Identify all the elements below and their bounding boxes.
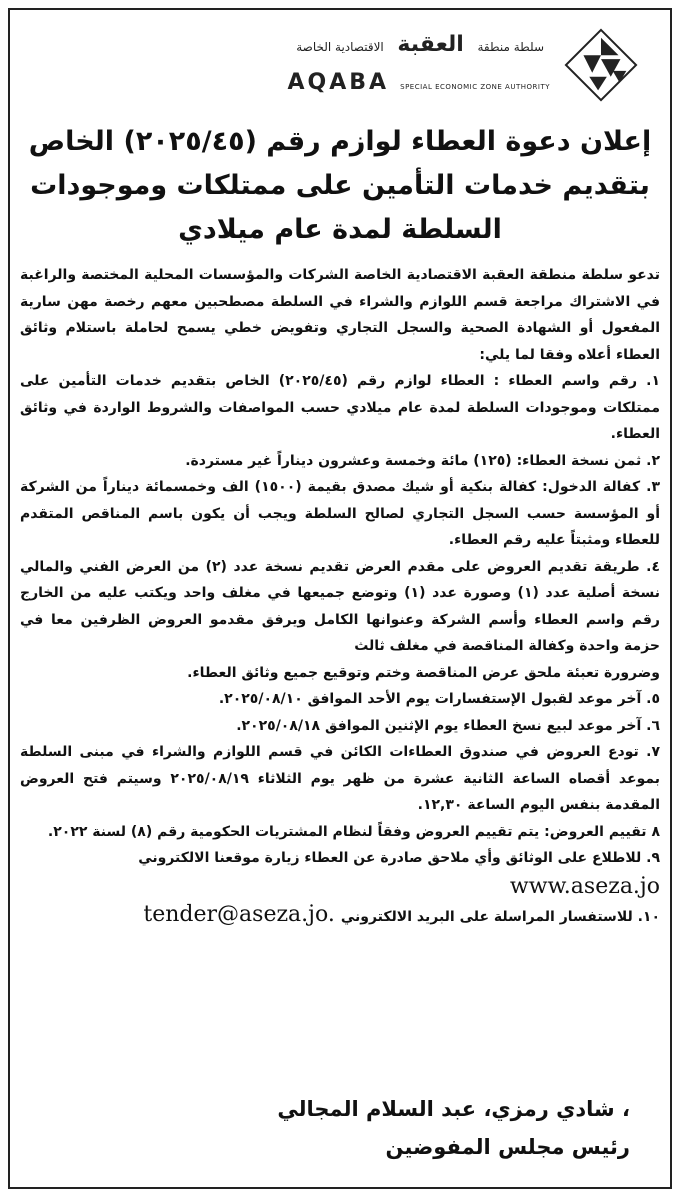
signatory-name: ، شادي رمزي، عبد السلام المجالي (277, 1097, 630, 1121)
item-4: ٤. طريقة تقديم العروض على مقدم العرض تقديم نسخة عدد (٢) من العرض الفني والمالي نسخة أصلية عدد (١) وصورة عدد (١) وتوضع جميعها في مغلف واحد ويكتب عليه من الخارج رقم واسم العطاء وأسم الشركة وعنوانها الكامل ويرفق مقدمو العروض الظرفين معا في حزمة واحدة وكفالة المناقصة في مغلف ثالث (20, 558, 661, 654)
email-link[interactable]: tender@aseza.jo. (143, 901, 335, 927)
authority-en-sub: SPECIAL ECONOMIC ZONE AUTHORITY (400, 83, 550, 91)
authority-ar-prefix: سلطة منطقة (477, 40, 544, 54)
authority-name-en (220, 70, 550, 95)
item-1: ١. رقم واسم العطاء : العطاء لوازم رقم (٢٠٢٥/٤٥) الخاص بتقديم خدمات التأمين على ممتلكات وموجودات السلطة لمدة عام ميلادي حسب المواصفات والشروط الواردة في وثائق العطاء. (20, 373, 660, 442)
authority-ar-suffix: الاقتصادية الخاصة (296, 40, 384, 54)
header (10, 20, 670, 112)
intro-paragraph: تدعو سلطة منطقة العقبة الاقتصادية الخاصة الشركات والمؤسسات المحلية المختصة والراغبة في الاشتراك مراجعة قسم اللوازم والشراء في السلطة مصطحبين معهم رخصة مهن سارية المفعول أو الشهادة الصحية والسجل التجاري وتفويض خطي يسمح لحاملة باستلام وثائق العطاء أعلاه وفقا لما يلي: (20, 267, 660, 363)
item-3: ٣. كفالة الدخول: كفالة بنكية أو شيك مصدق بقيمة (١٥٠٠) الف وخمسمائة ديناراً من الشركة أو المؤسسة حسب السجل التجاري لصالح السلطة ويجب أن يكون باسم المناقص المتقدم للعطاء ومثبتاً عليه رقم العطاء. (20, 479, 660, 548)
item-2: ٢. ثمن نسخة العطاء: (١٢٥) مائة وخمسة وعشرون ديناراً غير مستردة. (185, 452, 660, 469)
email-label: ١٠. للاستفسار المراسلة على البريد الالكتروني (340, 908, 660, 925)
item-9: ٩. للاطلاع على الوثائق وأي ملاحق صادرة عن العطاء زيارة موقعنا الالكتروني (138, 850, 660, 866)
website-link[interactable]: www.aseza.jo (509, 873, 660, 899)
announcement-title (24, 120, 656, 252)
item-6: ٦. آخر موعد لبيع نسخ العطاء يوم الإثنين الموافق ٢٠٢٥/٠٨/١٨. (236, 717, 660, 734)
signatory-position: رئيس مجلس المفوضين (385, 1135, 630, 1159)
authority-ar-name: العقبة (397, 32, 464, 57)
title-line-2: بتقديم خدمات التأمين على ممتلكات وموجودات (30, 170, 650, 201)
announcement-body (20, 262, 660, 930)
email-line (20, 902, 660, 931)
item-5: ٥. آخر موعد لقبول الإستفسارات يوم الأحد الموافق ٢٠٢٥/٠٨/١٠. (218, 691, 660, 707)
title-line-3: السلطة لمدة عام ميلادي (178, 214, 502, 245)
item-7: ٧. تودع العروض في صندوق العطاءات الكائن في قسم اللوازم والشراء في مبنى السلطة بموعد أقصاه الساعة الثانية عشرة من ظهر يوم الثلاثاء ٢٠٢٥/٠٨/١٩ وسيتم فتح العروض المقدمة بنفس اليوم الساعة ١٢,٣٠. (20, 744, 660, 813)
signature-block (170, 1090, 630, 1166)
title-line-1: إعلان دعوة العطاء لوازم رقم (٢٠٢٥/٤٥) الخاص (28, 126, 652, 157)
aseza-logo-icon (562, 26, 640, 104)
authority-name-ar (220, 32, 550, 57)
item-8: ٨ تقييم العروض: يتم تقييم العروض وفقاً لنظام المشتريات الحكومية رقم (٨) لسنة ٢٠٢٢. (47, 823, 660, 840)
authority-en-name: AQABA (287, 70, 390, 95)
announcement-page (8, 8, 672, 1189)
item-4-note: وضرورة تعبئة ملحق عرض المناقصة وختم وتوقيع جميع وثائق العطاء. (187, 664, 660, 681)
